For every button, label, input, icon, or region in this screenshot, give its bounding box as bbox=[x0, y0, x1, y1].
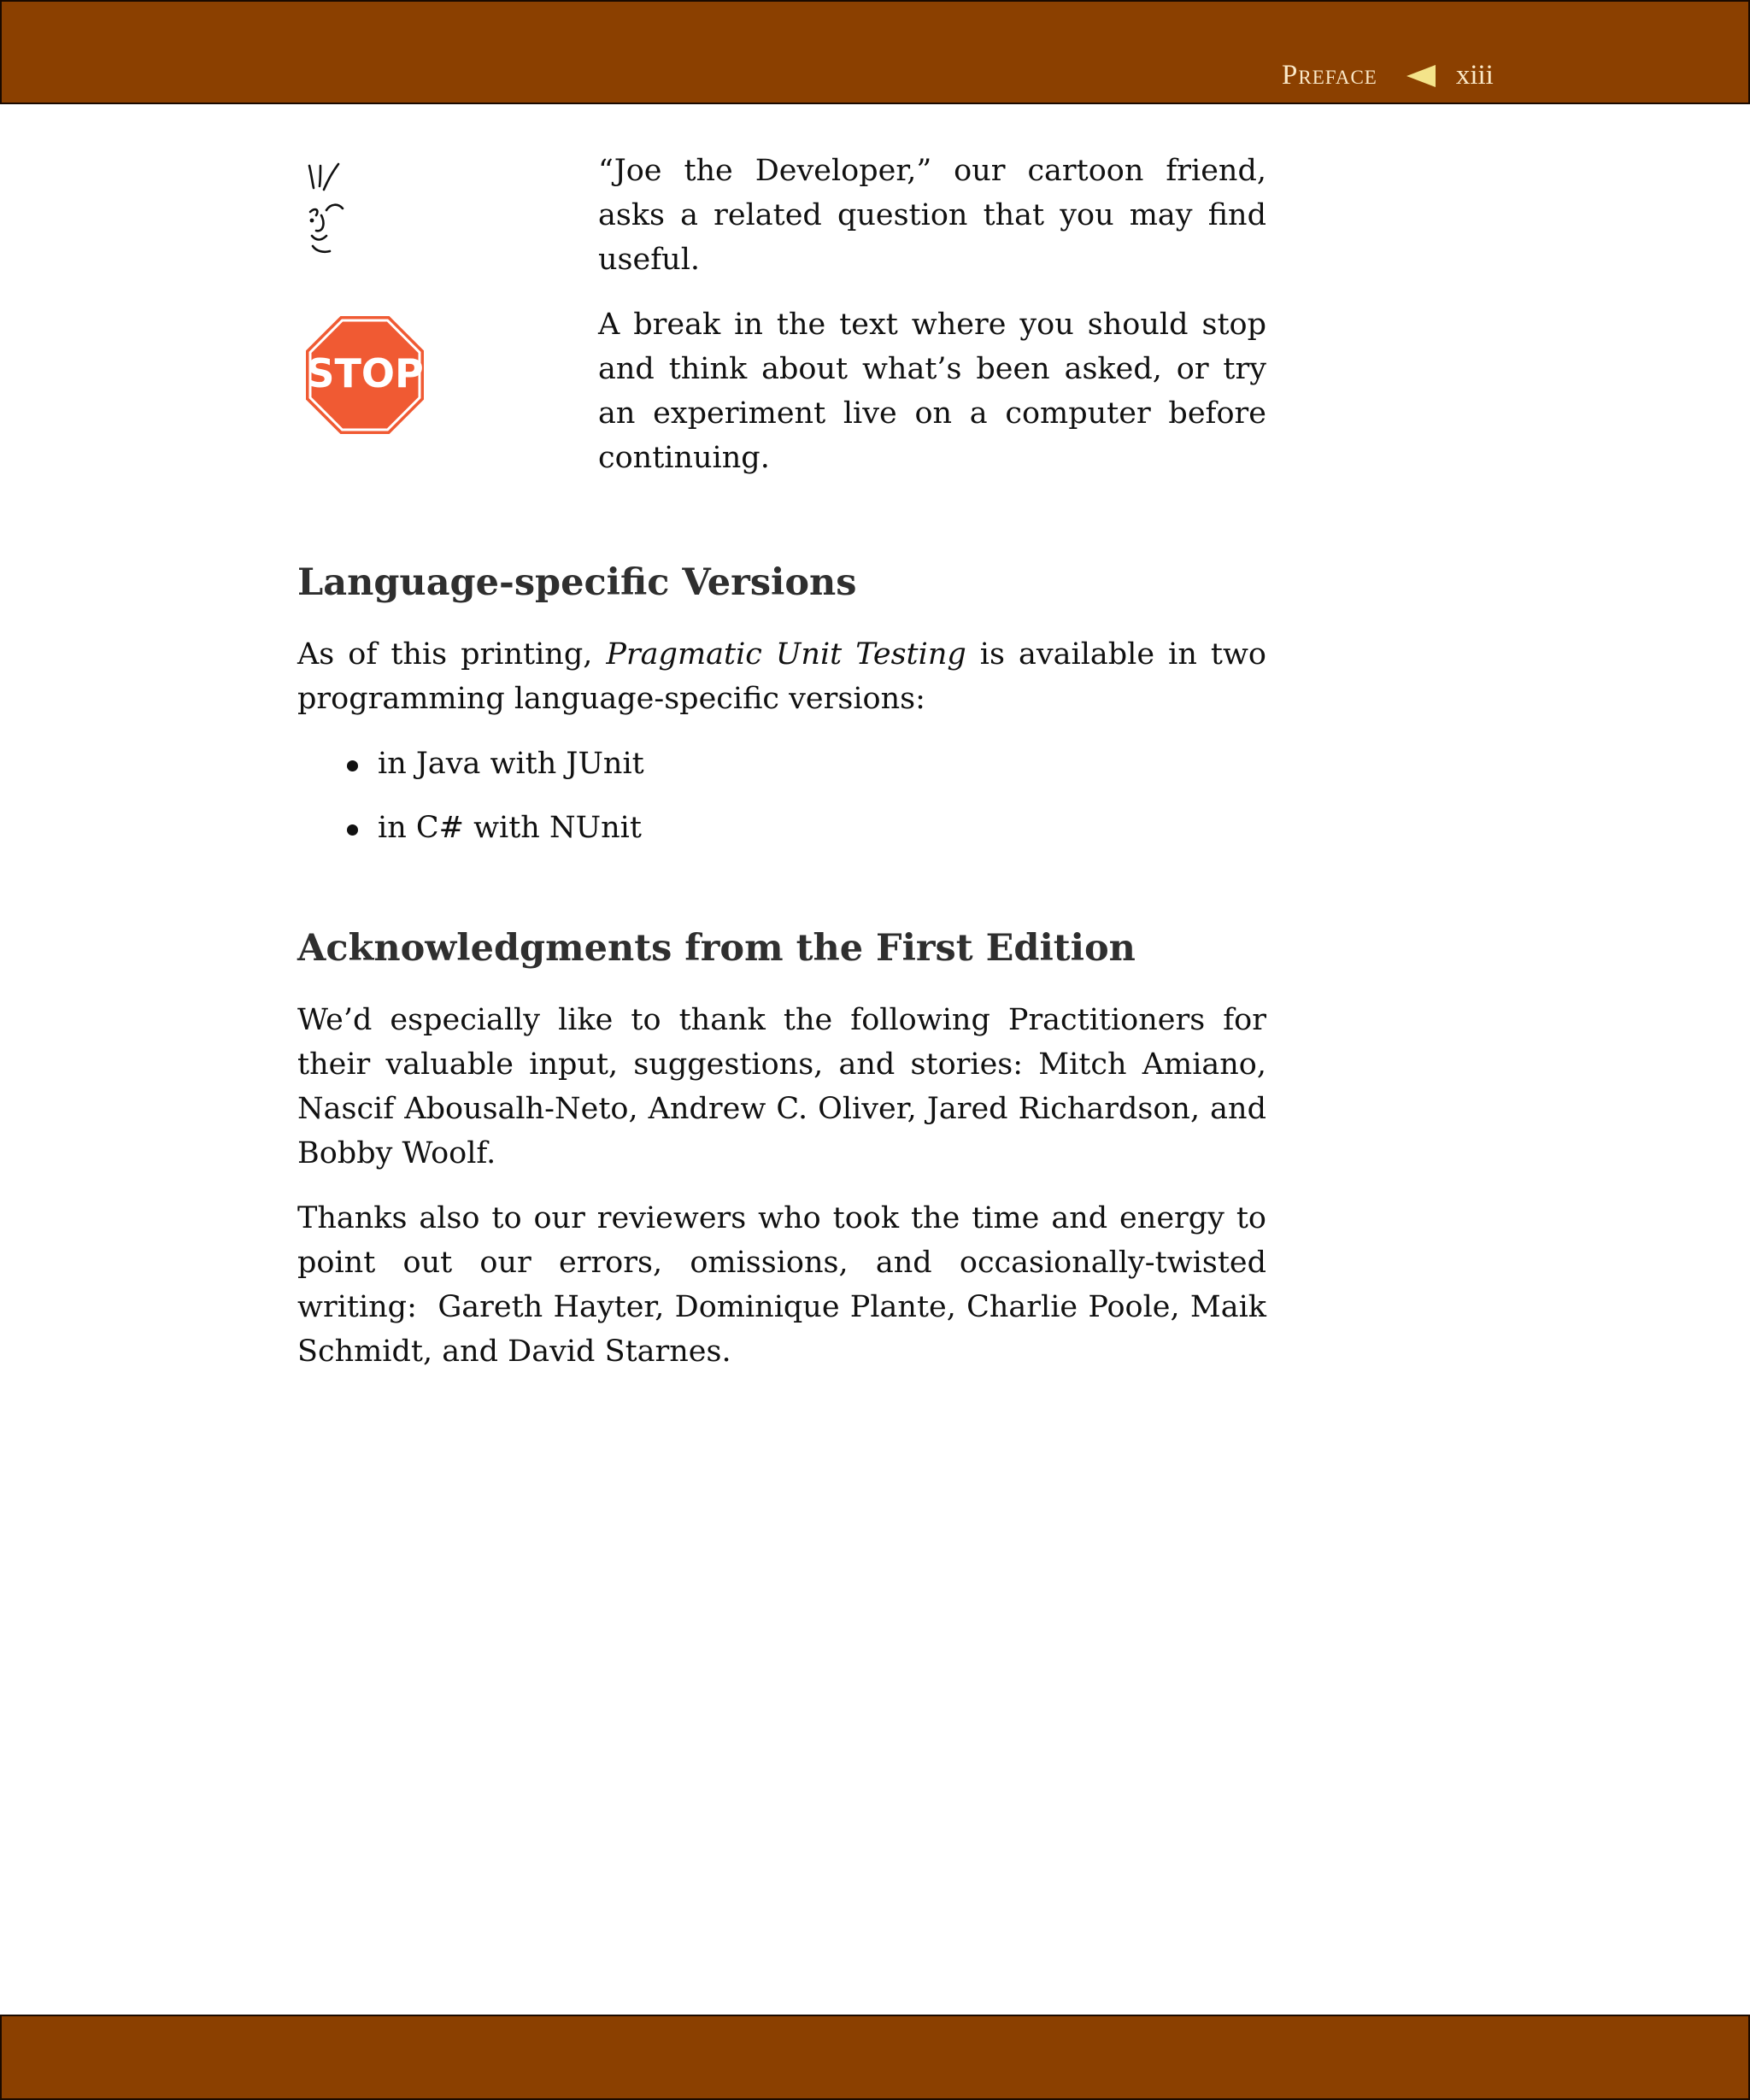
acknowledgments-heading: Acknowledgments from the First Edition bbox=[297, 927, 1136, 970]
language-versions-list bbox=[342, 742, 1196, 870]
book-title: Pragmatic Unit Testing bbox=[606, 637, 966, 672]
acknowledgments-paragraph-2 bbox=[297, 1196, 1277, 1374]
joe-aside bbox=[598, 149, 1266, 282]
intro-text-after: is available in two programming language-specific versions: bbox=[297, 637, 1266, 716]
list-item: in C# with NUnit bbox=[342, 806, 1196, 850]
stop-aside-text: A break in the text where you should stop and think about what’s been asked, or try an experiment live on a computer before continuing. bbox=[598, 308, 1266, 475]
running-head-section: Preface bbox=[1282, 60, 1377, 91]
footer-band bbox=[0, 2015, 1750, 2100]
acknowledgments-text: Thanks also to our reviewers who took the time and energy to point out our errors, omissions, and occasionally-twisted writing: Gareth Hayter, Dominique Plante, Charlie Poole, Maik Schmidt, and David Starnes. bbox=[297, 1201, 1277, 1369]
intro-text-before: As of this printing, bbox=[297, 637, 607, 672]
joe-aside-text: “Joe the Developer,” our cartoon friend, asks a related question that you may find useful. bbox=[598, 154, 1266, 277]
page-arrow-icon bbox=[1406, 65, 1436, 87]
acknowledgments-paragraph-1 bbox=[297, 998, 1266, 1176]
list-item: in Java with JUnit bbox=[342, 742, 1196, 786]
page-number: xiii bbox=[1455, 60, 1494, 91]
stop-sign-icon bbox=[306, 316, 424, 434]
language-versions-heading: Language-specific Versions bbox=[297, 561, 857, 604]
language-versions-intro bbox=[297, 632, 1266, 721]
stop-sign-text: STOP bbox=[306, 350, 424, 396]
acknowledgments-text: We’d especially like to thank the following Practitioners for their valuable input, suggestions, and stories: Mitch Amiano, Nascif Abousalh-Neto, Andrew C. Oliver, Jared Richardson, and Bobby Woolf. bbox=[297, 1003, 1266, 1170]
joe-the-developer-cartoon-icon bbox=[304, 162, 347, 265]
stop-aside bbox=[598, 302, 1266, 480]
running-head bbox=[1282, 56, 1538, 99]
